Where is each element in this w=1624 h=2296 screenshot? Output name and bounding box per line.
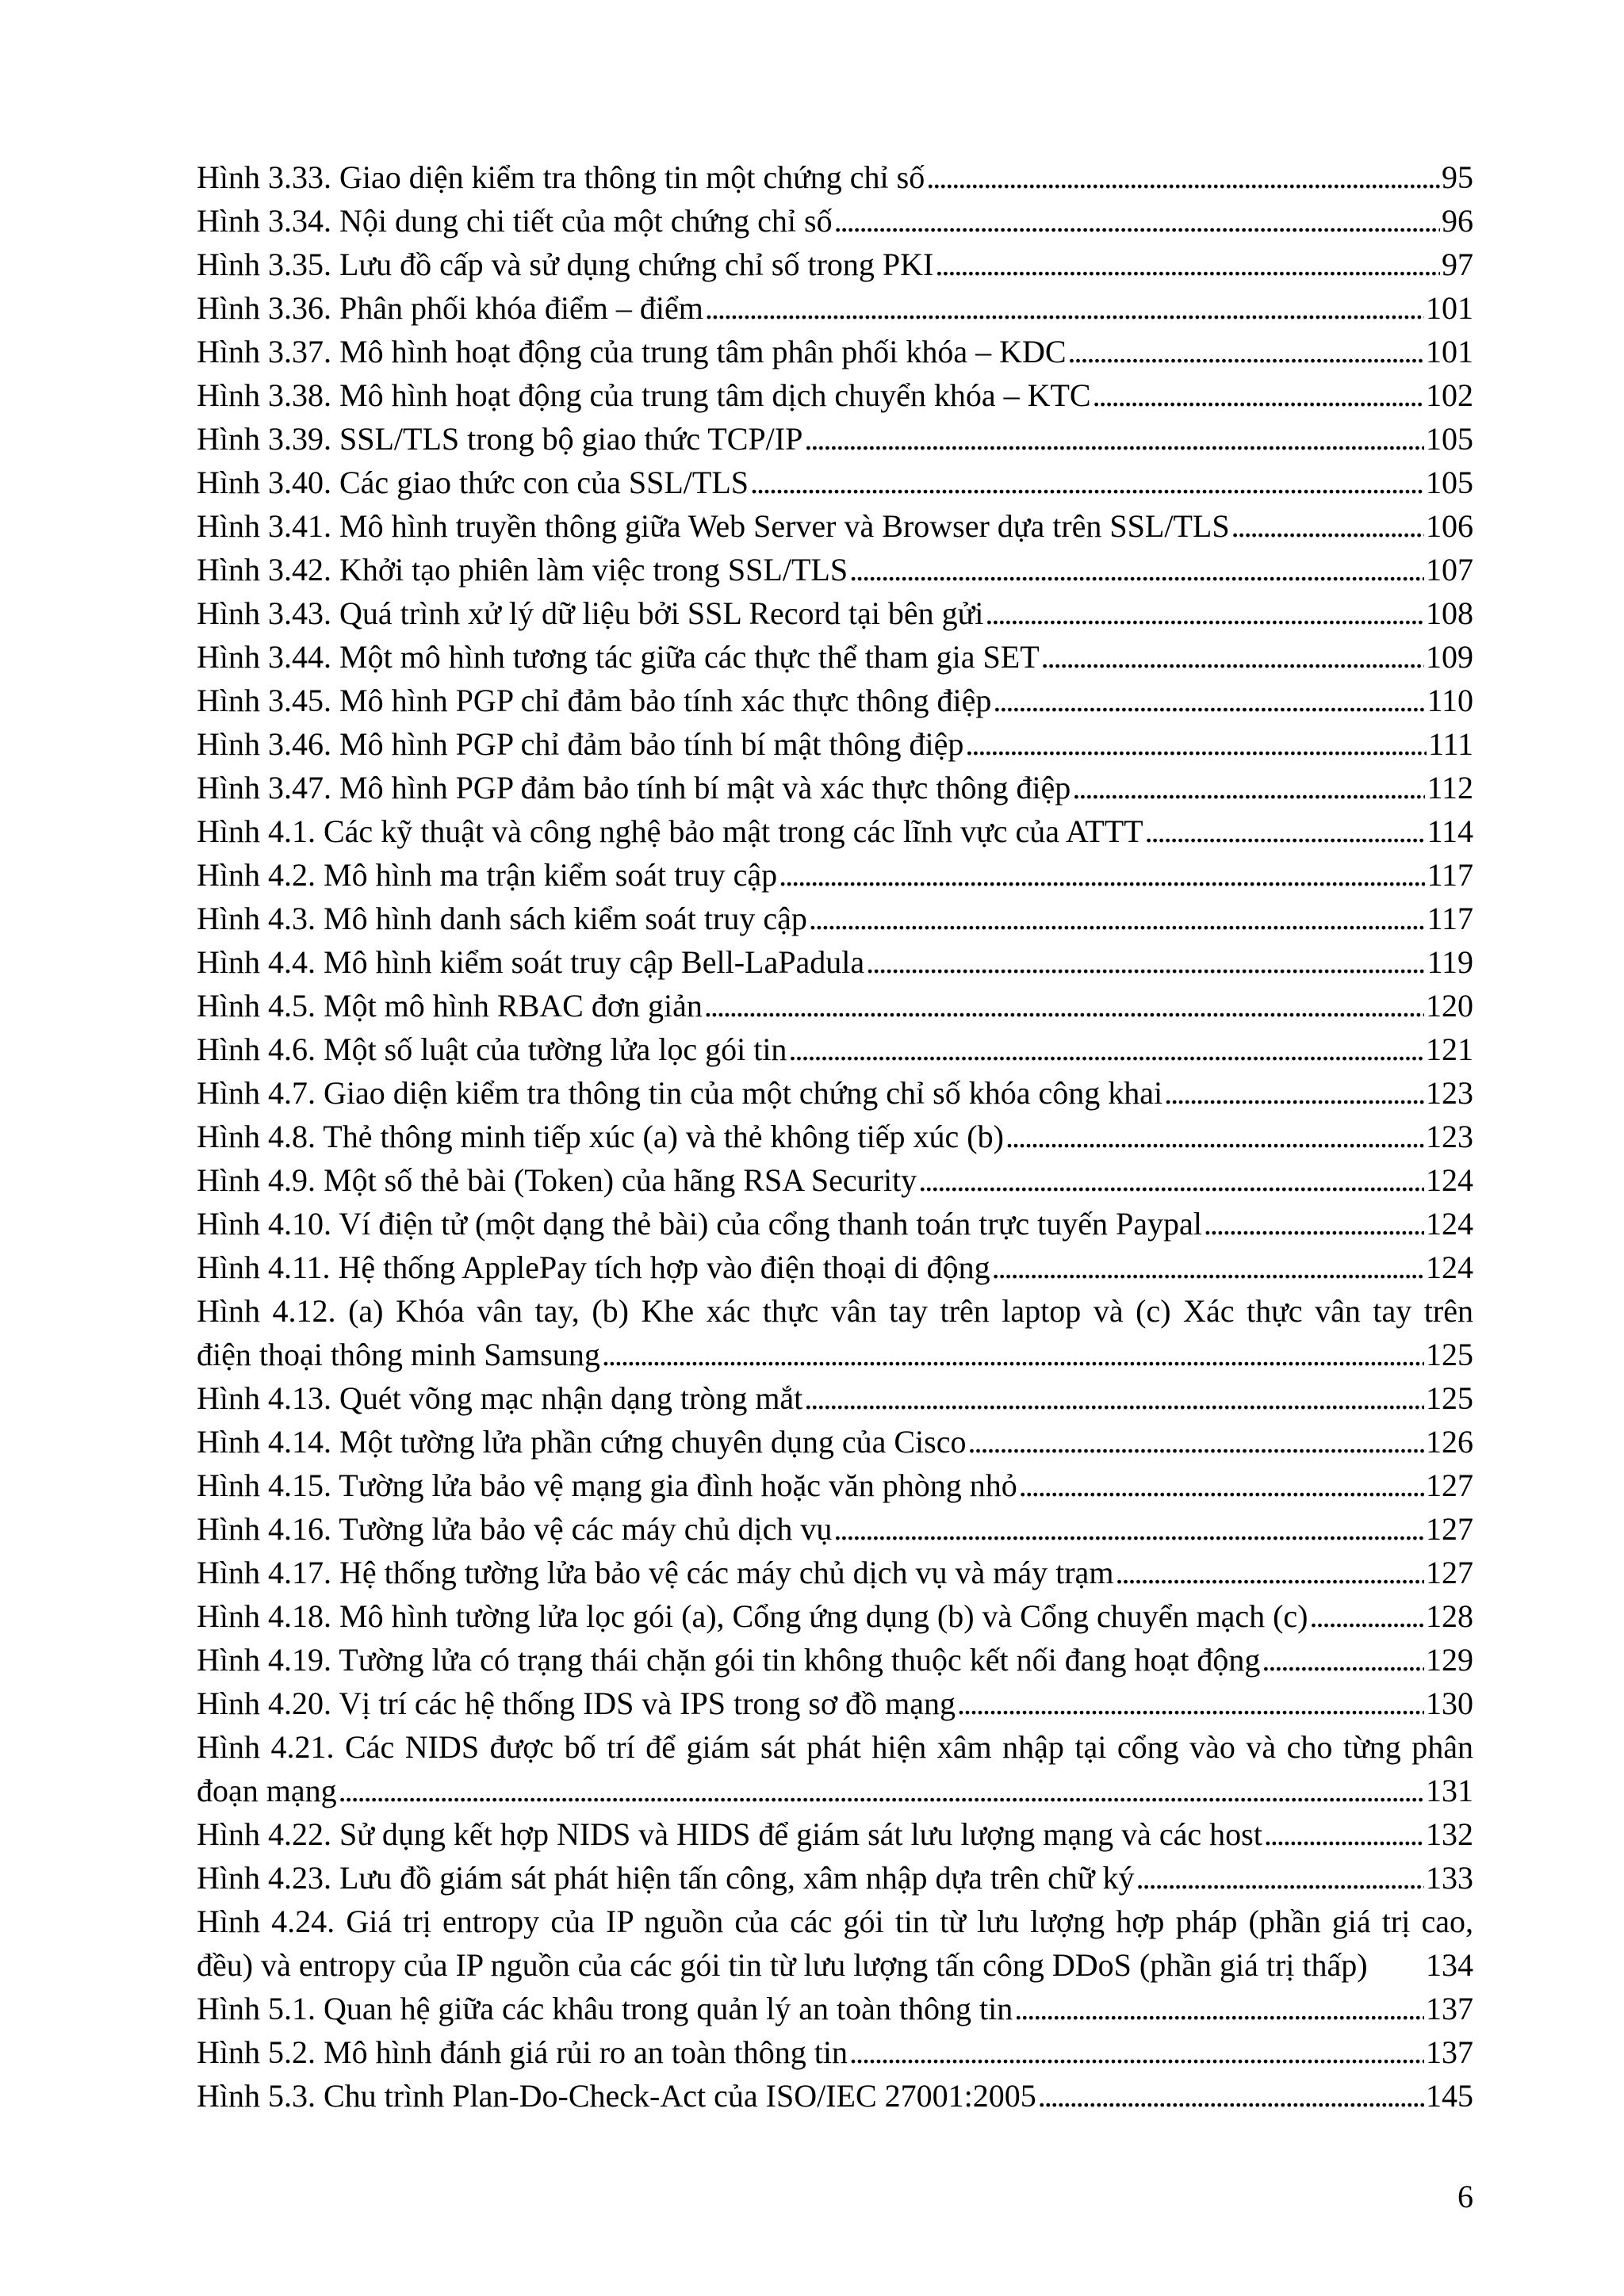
dot-leader	[804, 417, 1424, 461]
toc-entry	[197, 635, 1473, 679]
toc-entry-line	[197, 1027, 1473, 1071]
toc-entry-title: Hình 4.15. Tường lửa bảo vệ mạng gia đình hoặc văn phòng nhỏ	[197, 1468, 1017, 1503]
dot-leader	[985, 591, 1424, 635]
toc-entry-page-number: 96	[1442, 203, 1473, 239]
dot-leader	[1014, 1987, 1424, 2030]
toc-entry-page-number: 105	[1426, 421, 1473, 457]
toc-entry	[197, 1682, 1473, 1725]
dot-leader	[705, 286, 1424, 330]
toc-entry-line	[197, 504, 1473, 548]
dot-leader	[1115, 1551, 1424, 1594]
toc-entry	[197, 809, 1473, 853]
toc-entry-title: Hình 4.10. Ví điện tử (một dạng thẻ bài) của cổng thanh toán trực tuyến Paypal	[197, 1206, 1202, 1242]
dot-leader	[965, 722, 1427, 766]
toc-entry-line	[197, 1594, 1473, 1638]
toc-entry-title: Hình 3.33. Giao diện kiểm tra thông tin một chứng chỉ số	[197, 159, 925, 195]
toc-entry-page-number: 133	[1426, 1860, 1473, 1896]
toc-entry-title: Hình 4.8. Thẻ thông minh tiếp xúc (a) và thẻ không tiếp xúc (b)	[197, 1119, 1004, 1154]
toc-entry-line	[197, 1202, 1473, 1246]
toc-entry-page-number: 101	[1426, 334, 1473, 369]
toc-entry-line	[197, 243, 1473, 286]
toc-entry	[197, 940, 1473, 984]
toc-entry-page-number: 128	[1426, 1598, 1473, 1634]
toc-entry	[197, 1856, 1473, 1900]
toc-entry-line	[197, 1682, 1473, 1725]
toc-entry	[197, 2030, 1473, 2074]
toc-entry	[197, 1115, 1473, 1158]
toc-entry	[197, 897, 1473, 940]
toc-entry-page-number: 114	[1427, 813, 1473, 849]
toc-entry	[197, 1071, 1473, 1115]
dot-leader	[834, 199, 1440, 243]
toc-entry-title: Hình 5.3. Chu trình Plan-Do-Check-Act của ISO/IEC 27001:2005	[197, 2078, 1036, 2114]
toc-entry-page-number: 132	[1426, 1816, 1473, 1852]
toc-entry-title: Hình 4.2. Mô hình ma trận kiểm soát truy cập	[197, 857, 778, 893]
toc-entry-page-number: 121	[1426, 1031, 1473, 1067]
toc-entry-page-number: 117	[1427, 901, 1473, 936]
dot-leader	[1145, 809, 1426, 853]
toc-entry	[197, 722, 1473, 766]
toc-entry-page-number: 112	[1427, 770, 1473, 806]
dot-leader	[750, 461, 1424, 504]
toc-entry	[197, 1638, 1473, 1682]
toc-entry-page-number: 129	[1426, 1642, 1473, 1678]
dot-leader	[339, 1769, 1424, 1812]
toc-entry-line	[197, 1158, 1473, 1202]
toc-entry	[197, 1464, 1473, 1507]
toc-entry-page-number: 97	[1442, 247, 1473, 282]
toc-entry	[197, 330, 1473, 373]
dot-leader	[602, 1333, 1424, 1376]
toc-entry-title: Hình 3.43. Quá trình xử lý dữ liệu bởi SSL Record tại bên gửi	[197, 595, 984, 631]
dot-leader	[1262, 1638, 1424, 1682]
dot-leader	[779, 853, 1425, 897]
toc-entry-line	[197, 330, 1473, 373]
toc-entry-title: Hình 5.2. Mô hình đánh giá rủi ro an toàn thông tin	[197, 2034, 848, 2070]
toc-entry-page-number: 123	[1426, 1119, 1473, 1154]
toc-entry-title: Hình 4.14. Một tường lửa phần cứng chuyên dụng của Cisco	[197, 1424, 967, 1460]
toc-entry-line	[197, 199, 1473, 243]
toc-entry-page-number: 95	[1442, 159, 1473, 195]
toc-entry-title: Hình 3.40. Các giao thức con của SSL/TLS	[197, 465, 749, 500]
dot-leader	[935, 243, 1440, 286]
toc-entry	[197, 243, 1473, 286]
dot-leader	[1005, 1115, 1424, 1158]
toc-entry-title: Hình 4.20. Vị trí các hệ thống IDS và IPS trong sơ đồ mạng	[197, 1686, 956, 1721]
toc-entry-line	[197, 1769, 1473, 1812]
dot-leader	[918, 1158, 1424, 1202]
toc-entry-page-number: 126	[1426, 1424, 1473, 1460]
dot-leader	[1136, 1856, 1424, 1900]
toc-entry	[197, 1551, 1473, 1594]
toc-entry-page-number: 125	[1426, 1337, 1473, 1372]
toc-entry-title: Hình 3.38. Mô hình hoạt động của trung tâm dịch chuyển khóa – KTC	[197, 377, 1091, 413]
toc-entry	[197, 2074, 1473, 2118]
toc-entry-page-number: 107	[1426, 552, 1473, 587]
toc-entry-title: Hình 4.1. Các kỹ thuật và công nghệ bảo mật trong các lĩnh vực của ATTT	[197, 813, 1143, 849]
toc-entry-title: Hình 4.16. Tường lửa bảo vệ các máy chủ dịch vụ	[197, 1511, 833, 1547]
dot-leader	[957, 1682, 1424, 1725]
toc-entry-page-number: 131	[1426, 1773, 1473, 1808]
toc-entry-line	[197, 1246, 1473, 1289]
toc-entry-page-number: 127	[1426, 1555, 1473, 1590]
dot-leader	[1264, 1812, 1424, 1856]
toc-entry-line	[197, 722, 1473, 766]
toc-entry	[197, 984, 1473, 1027]
toc-entry-title: Hình 4.18. Mô hình tường lửa lọc gói (a), Cổng ứng dụng (b) và Cổng chuyển mạch (c)	[197, 1598, 1308, 1634]
toc-entry-page-number: 125	[1426, 1380, 1473, 1416]
dot-leader	[1038, 2074, 1424, 2118]
toc-entry	[197, 155, 1473, 199]
toc-entry	[197, 504, 1473, 548]
toc-entry-first-line: Hình 4.21. Các NIDS được bố trí để giám sát phát hiện xâm nhập tại cổng vào và cho từng phân	[197, 1729, 1473, 1765]
toc-entry-line	[197, 461, 1473, 504]
toc-entry-first-line: Hình 4.12. (a) Khóa vân tay, (b) Khe xác thực vân tay trên laptop và (c) Xác thực vân tay trên	[197, 1293, 1473, 1329]
toc-entry-line	[197, 984, 1473, 1027]
toc-entry-title: Hình 3.45. Mô hình PGP chỉ đảm bảo tính xác thực thông điệp	[197, 683, 992, 718]
page-number: 6	[1457, 2179, 1473, 2214]
dot-leader	[1068, 330, 1424, 373]
toc-entry-page-number: 109	[1426, 639, 1473, 675]
toc-entry-line	[197, 2030, 1473, 2074]
toc-entry-page-number: 124	[1426, 1249, 1473, 1285]
toc-entry-line	[197, 940, 1473, 984]
toc-entry-title: Hình 3.42. Khởi tạo phiên làm việc trong SSL/TLS	[197, 552, 848, 587]
list-of-figures	[197, 155, 1473, 2118]
toc-entry	[197, 199, 1473, 243]
toc-entry-title: Hình 4.19. Tường lửa có trạng thái chặn gói tin không thuộc kết nối đang hoạt động	[197, 1642, 1261, 1678]
toc-entry	[197, 766, 1473, 809]
dot-leader	[1310, 1594, 1424, 1638]
dot-leader	[926, 155, 1440, 199]
toc-entry-title: Hình 4.7. Giao diện kiểm tra thông tin của một chứng chỉ số khóa công khai	[197, 1075, 1163, 1111]
toc-entry-line	[197, 1812, 1473, 1856]
dot-leader	[866, 940, 1425, 984]
dot-leader	[1041, 635, 1424, 679]
toc-entry	[197, 1420, 1473, 1464]
toc-entry-title: Hình 4.13. Quét võng mạc nhận dạng tròng mắt	[197, 1380, 803, 1416]
dot-leader	[1093, 373, 1424, 417]
toc-entry-page-number: 124	[1426, 1206, 1473, 1242]
toc-entry-line	[197, 897, 1473, 940]
toc-entry-title: Hình 4.9. Một số thẻ bài (Token) của hãng RSA Security	[197, 1162, 917, 1198]
toc-entry-line	[197, 155, 1473, 199]
toc-entry	[197, 1812, 1473, 1856]
dot-leader	[992, 1246, 1424, 1289]
dot-leader	[704, 984, 1424, 1027]
toc-entry-line	[197, 1420, 1473, 1464]
toc-entry-line	[197, 286, 1473, 330]
toc-entry-page-number: 127	[1426, 1511, 1473, 1547]
toc-entry-title: đoạn mạng	[197, 1773, 337, 1808]
toc-entry-line	[197, 1551, 1473, 1594]
toc-entry-page-number: 137	[1426, 1991, 1473, 2026]
toc-entry-title: đều) và entropy của IP nguồn của các gói tin từ lưu lượng tấn công DDoS (phần giá trị thấp)	[197, 1947, 1368, 1983]
toc-entry-line	[197, 548, 1473, 591]
toc-entry-title: Hình 3.47. Mô hình PGP đảm bảo tính bí mật và xác thực thông điệp	[197, 770, 1071, 806]
toc-entry-title: Hình 3.36. Phân phối khóa điểm – điểm	[197, 290, 703, 326]
dot-leader	[1204, 1202, 1424, 1246]
toc-entry-line	[197, 809, 1473, 853]
toc-entry-title: Hình 4.22. Sử dụng kết hợp NIDS và HIDS để giám sát lưu lượng mạng và các host	[197, 1816, 1262, 1852]
toc-entry-page-number: 130	[1426, 1686, 1473, 1721]
toc-entry-title: Hình 4.11. Hệ thống ApplePay tích hợp vào điện thoại di động	[197, 1249, 990, 1285]
toc-entry-title: Hình 4.4. Mô hình kiểm soát truy cập Bell-LaPadula	[197, 944, 865, 980]
toc-entry	[197, 373, 1473, 417]
dot-leader	[1164, 1071, 1424, 1115]
toc-entry-title: Hình 4.5. Một mô hình RBAC đơn giản	[197, 988, 703, 1024]
toc-entry-page-number: 145	[1426, 2078, 1473, 2114]
toc-entry-line	[197, 591, 1473, 635]
toc-entry	[197, 1202, 1473, 1246]
toc-entry	[197, 1158, 1473, 1202]
toc-entry-line	[197, 1115, 1473, 1158]
toc-entry-page-number: 117	[1427, 857, 1473, 893]
dot-leader	[788, 1027, 1424, 1071]
toc-entry-page-number: 106	[1426, 508, 1473, 544]
toc-entry-page-number: 110	[1427, 683, 1473, 718]
toc-entry-page-number: 123	[1426, 1075, 1473, 1111]
toc-entry	[197, 1900, 1473, 1987]
toc-entry-title: Hình 4.23. Lưu đồ giám sát phát hiện tấn công, xâm nhập dựa trên chữ ký	[197, 1860, 1135, 1896]
dot-leader	[968, 1420, 1425, 1464]
toc-entry	[197, 548, 1473, 591]
toc-entry-page-number: 102	[1426, 377, 1473, 413]
toc-entry-page-number: 137	[1426, 2034, 1473, 2070]
toc-entry-title: Hình 3.35. Lưu đồ cấp và sử dụng chứng chỉ số trong PKI	[197, 247, 934, 282]
toc-entry-title: Hình 4.6. Một số luật của tường lửa lọc gói tin	[197, 1031, 787, 1067]
toc-entry	[197, 286, 1473, 330]
toc-entry-title: Hình 3.37. Mô hình hoạt động của trung tâm phân phối khóa – KDC	[197, 334, 1067, 369]
toc-entry-line	[197, 853, 1473, 897]
toc-entry	[197, 1987, 1473, 2030]
toc-entry-line	[197, 1376, 1473, 1420]
toc-entry-page-number: 101	[1426, 290, 1473, 326]
dot-leader	[833, 1507, 1424, 1551]
toc-entry	[197, 1376, 1473, 1420]
toc-entry-page-number: 127	[1426, 1468, 1473, 1503]
toc-entry-title: Hình 3.44. Một mô hình tương tác giữa các thực thể tham gia SET	[197, 639, 1040, 675]
toc-entry-title: điện thoại thông minh Samsung	[197, 1337, 600, 1372]
toc-entry-line	[197, 635, 1473, 679]
toc-entry-line	[197, 1987, 1473, 2030]
toc-entry-line	[197, 373, 1473, 417]
toc-entry-line	[197, 1943, 1473, 1987]
toc-entry-line	[197, 2074, 1473, 2118]
toc-entry	[197, 1289, 1473, 1376]
dot-leader	[804, 1376, 1424, 1420]
dot-leader	[1231, 504, 1424, 548]
toc-entry	[197, 679, 1473, 722]
toc-entry-page-number: 134	[1426, 1947, 1473, 1983]
toc-entry-title: Hình 5.1. Quan hệ giữa các khâu trong quản lý an toàn thông tin	[197, 1991, 1013, 2026]
toc-entry-page-number: 111	[1427, 726, 1473, 762]
toc-entry	[197, 461, 1473, 504]
toc-entry	[197, 853, 1473, 897]
toc-entry-line	[197, 679, 1473, 722]
dot-leader	[849, 2030, 1424, 2074]
dot-leader	[993, 679, 1425, 722]
toc-entry-page-number: 105	[1426, 465, 1473, 500]
toc-entry-title: Hình 3.34. Nội dung chi tiết của một chứng chỉ số	[197, 203, 833, 239]
toc-entry-line	[197, 417, 1473, 461]
toc-entry-page-number: 124	[1426, 1162, 1473, 1198]
dot-leader	[849, 548, 1424, 591]
toc-entry	[197, 1725, 1473, 1812]
toc-entry-title: Hình 3.41. Mô hình truyền thông giữa Web Server và Browser dựa trên SSL/TLS	[197, 508, 1230, 544]
toc-entry-line	[197, 1638, 1473, 1682]
toc-entry-line	[197, 1333, 1473, 1376]
toc-entry	[197, 1507, 1473, 1551]
toc-entry-line	[197, 1856, 1473, 1900]
toc-entry-page-number: 120	[1426, 988, 1473, 1024]
toc-entry	[197, 1027, 1473, 1071]
toc-entry-line	[197, 1507, 1473, 1551]
toc-entry-title: Hình 3.46. Mô hình PGP chỉ đảm bảo tính bí mật thông điệp	[197, 726, 964, 762]
toc-entry	[197, 417, 1473, 461]
toc-entry-line	[197, 1071, 1473, 1115]
toc-entry-title: Hình 4.17. Hệ thống tường lửa bảo vệ các máy chủ dịch vụ và máy trạm	[197, 1555, 1114, 1590]
toc-entry	[197, 1594, 1473, 1638]
toc-entry-title: Hình 3.39. SSL/TLS trong bộ giao thức TCP/IP	[197, 421, 803, 457]
dot-leader	[1019, 1464, 1424, 1507]
toc-entry-page-number: 119	[1427, 944, 1473, 980]
toc-entry	[197, 1246, 1473, 1289]
toc-entry-first-line: Hình 4.24. Giá trị entropy của IP nguồn của các gói tin từ lưu lượng hợp pháp (phần giá trị cao,	[197, 1904, 1473, 1939]
toc-entry-line	[197, 766, 1473, 809]
dot-leader	[1072, 766, 1425, 809]
dot-leader	[809, 897, 1426, 940]
toc-entry-line	[197, 1464, 1473, 1507]
toc-entry-title: Hình 4.3. Mô hình danh sách kiểm soát truy cập	[197, 901, 807, 936]
toc-entry-page-number: 108	[1426, 595, 1473, 631]
toc-entry	[197, 591, 1473, 635]
